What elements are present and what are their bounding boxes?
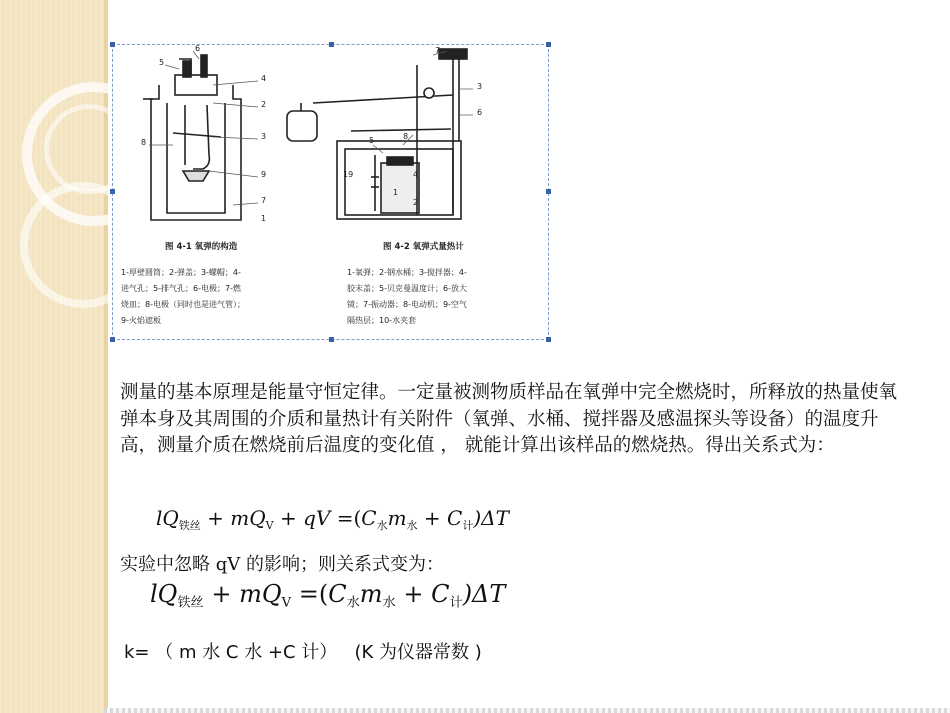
eq1-mq: mQ xyxy=(230,506,266,530)
eq2-m: m xyxy=(359,580,383,608)
equation-simplified xyxy=(150,580,505,611)
apparatus-figure[interactable] xyxy=(112,44,549,340)
eq2-mq: mQ xyxy=(239,580,282,608)
eq1-equals: =( xyxy=(336,506,362,530)
part-label-right-3: 8 xyxy=(403,132,409,141)
constant-k-line: k= （ m 水 C 水 +C 计） (K 为仪器常数 ) xyxy=(124,642,482,663)
part-label-right-6: 19 xyxy=(343,170,354,179)
eq1-qv: qV xyxy=(303,506,331,530)
part-label-right-5: 4 xyxy=(413,170,419,179)
oxygen-bomb-drawing xyxy=(113,45,550,235)
eq1-sub-ji: 计 xyxy=(462,518,474,532)
eq2-plus3: + xyxy=(403,580,424,608)
part-label-right-8: 2 xyxy=(413,198,419,207)
part-label-left-8: 1 xyxy=(261,214,267,223)
figure-caption-left: 图 4-1 氧弹的构造 xyxy=(165,242,238,252)
figure-legend-right: 1-氧弹；2-钢水桶；3-搅拌器；4- 胶末盖；5-贝克曼温度计；6-放大 镜；7-振动器；8-电动机；9-空气 隔热层；10-水夹套 xyxy=(347,268,467,325)
part-label-left-6: 9 xyxy=(261,170,267,179)
part-label-left-4: 3 xyxy=(261,132,267,141)
part-label-left-3: 2 xyxy=(261,100,267,109)
eq1-plus2: + xyxy=(279,506,297,530)
eq1-plus: + xyxy=(207,506,224,530)
eq2-sub-ji: 计 xyxy=(449,595,463,611)
part-label-left-2: 4 xyxy=(261,74,267,83)
eq1-sub-tiesi: 铁丝 xyxy=(178,518,201,532)
part-label-right-7: 1 xyxy=(393,188,399,197)
equation-full xyxy=(156,506,509,533)
eq2-equals: =( xyxy=(298,580,329,608)
part-label-left-5: 8 xyxy=(141,138,147,147)
part-label-right-1: 3 xyxy=(477,82,483,91)
eq2-sub-tiesi: 铁丝 xyxy=(177,595,204,611)
part-label-left-0: 6 xyxy=(195,45,201,53)
resize-handle-bm[interactable] xyxy=(329,337,334,342)
bottom-border xyxy=(104,708,950,713)
figure-caption-right: 图 4-2 氧弹式量热计 xyxy=(383,242,464,252)
figure-legend-left: 1-厚壁圆筒；2-弹盖；3-螺帽；4- 进气孔；5-排气孔；6-电极；7-燃 烧皿；8-电极（同时也是进气管）； 9-火焰遮板 xyxy=(121,268,245,325)
eq2-c2: C xyxy=(431,580,450,608)
eq2-lq: lQ xyxy=(150,580,178,608)
eq1-c: C xyxy=(361,506,377,530)
eq1-c2: C xyxy=(447,506,463,530)
part-label-right-2: 6 xyxy=(477,108,483,117)
eq1-sub-shui: 水 xyxy=(376,518,388,532)
principle-paragraph: 测量的基本原理是能量守恒定律。一定量被测物质样品在氧弹中完全燃烧时，所释放的热量使氧弹本身及其周围的介质和量热计有关附件（氧弹、水桶、搅拌器及感温探头等设备）的温度升高，测量介质在燃烧前后温度的变化值 ， 就能计算出该样品的燃烧热。得出关系式为： xyxy=(120,382,898,456)
eq2-c: C xyxy=(328,580,347,608)
eq1-plus3: + xyxy=(423,506,441,530)
simplification-text: 实验中忽略 qV 的影响；则关系式变为： xyxy=(120,554,444,575)
eq2-sub-shui2: 水 xyxy=(382,595,396,611)
part-label-right-0: 7 xyxy=(435,46,441,55)
part-label-right-4: 5 xyxy=(369,136,375,145)
eq1-m: m xyxy=(387,506,407,530)
eq2-sub-v: V xyxy=(281,595,292,611)
resize-handle-bl[interactable] xyxy=(110,337,115,342)
eq1-lq: lQ xyxy=(156,506,179,530)
eq2-plus: + xyxy=(211,580,232,608)
eq2-rhs: )ΔT xyxy=(462,580,506,608)
eq1-sub-v: V xyxy=(265,518,274,532)
part-label-left-7: 7 xyxy=(261,196,267,205)
eq1-rhs: )ΔT xyxy=(473,506,509,530)
eq2-sub-shui: 水 xyxy=(346,595,360,611)
part-label-left-1: 5 xyxy=(159,58,165,67)
eq1-sub-shui2: 水 xyxy=(406,518,418,532)
resize-handle-br[interactable] xyxy=(546,337,551,342)
